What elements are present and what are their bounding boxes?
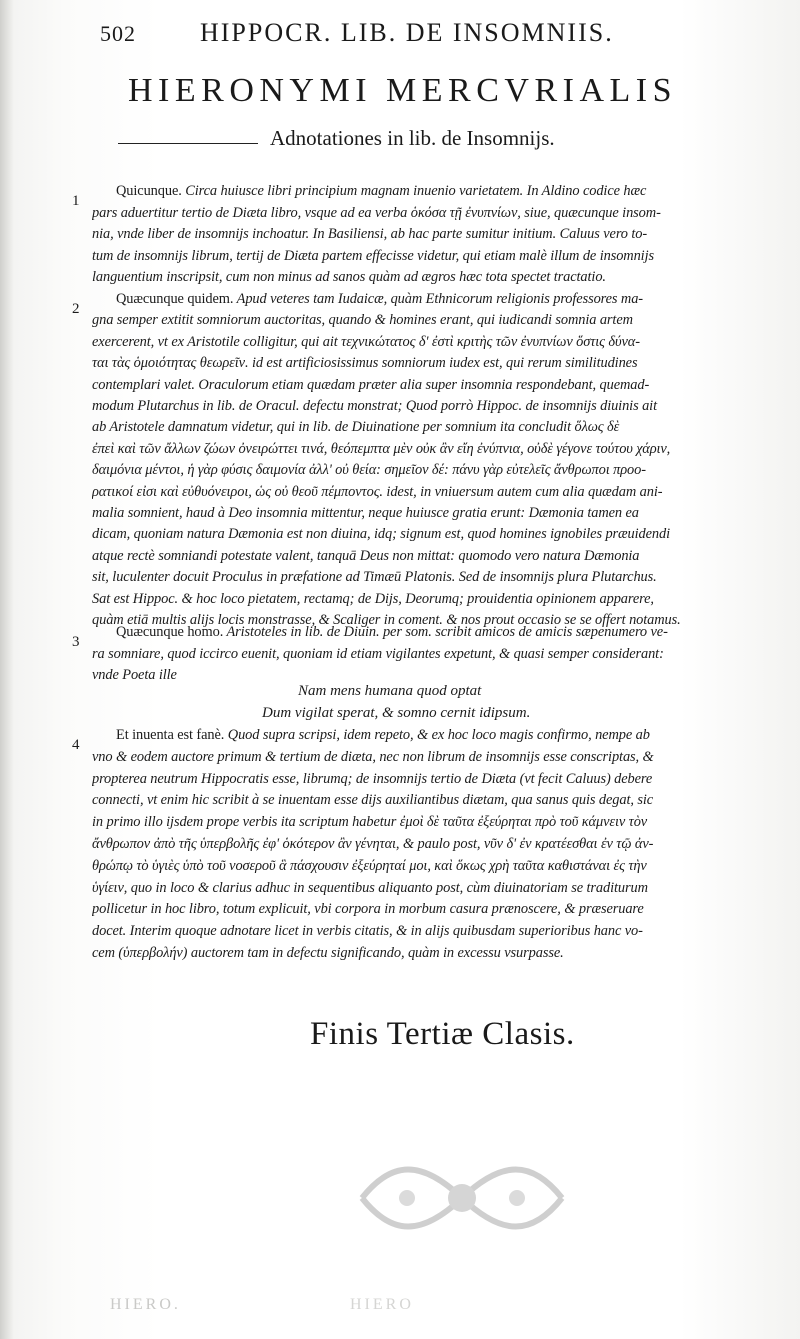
note-text: exercerent, vt ex Aristotile colligitur, qui ait τεχνικώτατος δ' ἐστὶ κριτὴς τῶν ἐνυπνίων ὅστις δύνα- xyxy=(92,333,640,350)
note-line xyxy=(92,880,774,897)
note-text: contemplari valet. Oraculorum etiam quædam præter alia super insomnia respondebant, quemad- xyxy=(92,376,650,393)
note-text: ὑγίειν, quo in loco & clarius adhuc in sequentibus aliquanto post, cùm diuinatoriam se traditurum xyxy=(92,879,648,896)
note-text: ἄνθρωπον ἀπὸ τῆς ὑπερβολῆς ἐφ' ὁκότερον ἂν γένηται, & paulo post, νῦν δ' ἐν κρατέεσθαι ἐν τῷ ἀν- xyxy=(92,836,654,852)
note-line xyxy=(92,526,774,543)
note-line xyxy=(92,836,774,853)
note-number: 3 xyxy=(72,634,80,650)
page-edge-shadow xyxy=(0,0,14,1339)
running-header xyxy=(100,18,740,48)
note-text: δαιμόνια μέντοι, ἡ γὰρ φύσις δαιμονία ἀλλ' οὐ θεία: σημεῖον δέ: πάνυ γὰρ εὐτελεῖς ἄνθρωποι προο- xyxy=(92,462,646,479)
note-line xyxy=(92,484,774,501)
note-line xyxy=(92,858,774,875)
note-text: Sat est Hippoc. & hoc loco pietatem, rectamq; de Dijs, Deorumq; prouidentia opinionem apparere, xyxy=(92,590,654,607)
heading-rule xyxy=(118,143,258,144)
note-text: docet. Interim quoque adnotare licet in verbis citatis, & in alijs quibusdam superioribus hanc vo- xyxy=(92,923,643,940)
note-line xyxy=(92,462,774,479)
note-text: pars aduertitur tertio de Diæta libro, vsque ad ea verba ὁκόσα τῇ ἐνυπνίων, siue, quæcunque insom- xyxy=(92,204,661,221)
note-line xyxy=(116,624,798,641)
note-text: Aristoteles in lib. de Diuin. per som. scribit amicos de amicis sæpenumero ve- xyxy=(223,624,668,640)
note-line xyxy=(92,548,774,565)
note-line xyxy=(92,377,774,394)
note-line xyxy=(92,569,774,586)
note-line xyxy=(92,591,774,608)
note-lemma: Quicunque. xyxy=(116,183,182,199)
note-lemma: Quæcunque quidem. xyxy=(116,291,234,307)
note-text: Circa huiusce libri principium magnam inuenio varietatem. In Aldino codice hæc xyxy=(181,183,647,199)
verse-line-1: Nam mens humana quod optat xyxy=(298,683,482,699)
note-line xyxy=(92,667,774,684)
note-line xyxy=(92,441,774,458)
note-line xyxy=(92,923,774,940)
note-line xyxy=(116,727,798,744)
note-text: malia somnient, haud à Deo insomnia mittentur, neque huiusce gratia erunt: Dæmonia tamen ea xyxy=(92,505,639,521)
footer-bleed-through-left: HIERO. xyxy=(110,1296,181,1313)
note-number: 2 xyxy=(72,301,80,317)
note-line xyxy=(92,355,774,372)
note-text: ρατικοί εἰσι καὶ εὐθυόνειροι, ὡς οὐ θεοῦ πέμποντος. idest, in vniuersum autem cum alia quædam ani- xyxy=(92,483,663,500)
note-line xyxy=(92,398,774,415)
note-text: in primo illo ijsdem prope verbis ita scriptum habetur ἐμοὶ δὲ ταῦτα ἐξεύρηται πρὸ τοῦ κάμνειν τὸν xyxy=(92,814,648,831)
footer-bleed-through-mid: HIERO xyxy=(350,1296,414,1313)
note-text: atque rectè somniandi potestate valent, tanquā Deus non mittat: quomodo vero natura Dæmonia xyxy=(92,547,640,564)
note-line xyxy=(92,749,774,766)
note-text: ab Aristotele damnatum videtur, qui in lib. de Diuinatione per somnium ita concludit ὅλως δὲ xyxy=(92,419,620,436)
note-line xyxy=(92,646,774,663)
section-subheading: Adnotationes in lib. de Insomnijs. xyxy=(270,126,555,150)
note-line xyxy=(116,291,798,308)
page-number: 502 xyxy=(100,21,136,46)
tailpiece-ornament xyxy=(352,1150,572,1246)
note-text: vnde Poeta ille xyxy=(92,667,177,684)
note-text: dicam, quoniam natura Dæmonia est non diuina, idq; signum est, quod homines ignobiles præuidendi xyxy=(92,526,671,543)
note-line xyxy=(92,419,774,436)
note-text: pollicetur in hoc libro, totum explicuit, vbi corpora in morbum casura prænoscere, & præseruare xyxy=(92,901,644,918)
note-line xyxy=(92,334,774,351)
note-text: quàm etiā multis alijs locis monstrasse, & Scaliger in coment. & nos prout occasio se se offert notamus. xyxy=(92,612,681,628)
note-text: connecti, vt enim hic scribit à se inuentam esse dijs auxiliantibus diætam, qua sanus quis degat, sic xyxy=(92,792,654,809)
note-line xyxy=(92,505,774,522)
note-text: nia, vnde liber de insomnijs inchoatur. In Basiliensi, ab hac parte sumitur initium. Caluus vero to- xyxy=(92,226,648,242)
finis-colophon: Finis Tertiæ Clasis. xyxy=(310,1016,575,1052)
note-text: sit, luculenter docuit Proculus in præfatione ad Timæū Platonis. Sed de insomnijs plura Plutarchus. xyxy=(92,569,657,586)
note-line xyxy=(92,792,774,809)
note-text: ra somniare, quod iccirco euenit, quoniam id etiam vigilantes expetunt, & quasi semper considerant: xyxy=(92,645,664,662)
note-line xyxy=(92,771,774,788)
note-text: vno & eodem auctore primum & tertium de diæta, nec non librum de insomnijs esse conscriptas, & xyxy=(92,748,654,765)
note-text: propterea neutrum Hippocratis esse, librumq; de insomnijs tertio de Diæta (vt fecit Caluus) debere xyxy=(92,770,653,787)
note-text: ται τὰς ὁμοιότητας θεωρεῖν. id est artificiosissimus somniorum iudex est, qui rerum similitudines xyxy=(92,355,638,372)
note-text: Quod supra scripsi, idem repeto, & ex hoc loco magis confirmo, nempe ab xyxy=(224,727,650,743)
note-text: cem (ὑπερβολήν) auctorem tam in defectu significando, quàm in excessu vsurpasse. xyxy=(92,945,564,961)
note-lemma: Quæcunque homo. xyxy=(116,624,224,640)
note-text: θρώπῳ τὸ ὑγιὲς ὑπὸ τοῦ νοσεροῦ ἃ πάσχουσιν ἐξεύρηταί μοι, καὶ ὅκως χρὴ ταῦτα καθιστάναι ἐς τὴν xyxy=(92,857,647,874)
running-title: HIPPOCR. LIB. DE INSOMNIIS. xyxy=(200,18,614,47)
author-heading: HIERONYMI MERCVRIALIS xyxy=(128,72,677,109)
note-line xyxy=(92,901,774,918)
note-text: gna semper extitit somniorum auctoritas, quando & homines erant, qui iudicandi somnia artem xyxy=(92,312,633,329)
note-line xyxy=(92,312,774,329)
note-line xyxy=(92,945,774,962)
note-line xyxy=(92,248,774,265)
note-line xyxy=(92,269,774,286)
verse-line-2: Dum vigilat sperat, & somno cernit idipsum. xyxy=(262,705,531,721)
note-text: tum de insomnijs librum, tertij de Diæta partem effecisse videtur, qui etiam malè illum de insomnijs xyxy=(92,247,654,264)
note-number: 4 xyxy=(72,737,80,753)
note-text: languentium inscripsit, cum non minus ad sanos quàm ad ægros hæc tota spectet tractatio. xyxy=(92,269,606,285)
note-lemma: Et inuenta est fanè. xyxy=(116,727,225,743)
note-text: Apud veteres tam Iudaicæ, quàm Ethnicorum religionis professores ma- xyxy=(233,291,643,307)
note-line xyxy=(92,205,774,222)
note-line xyxy=(116,183,798,200)
note-line xyxy=(92,814,774,831)
note-text: ἐπεὶ καὶ τῶν ἄλλων ζώων ὀνειρώττει τινά, θεόπεμπτα μὲν οὐκ ἂν εἴη ἐνύπνια, οὐδὲ γέγονε τούτου χάριν, xyxy=(92,440,671,457)
note-line xyxy=(92,226,774,243)
note-number: 1 xyxy=(72,193,80,209)
note-text: modum Plutarchus in lib. de Oracul. defectu monstrat; Quod porrò Hippoc. de insomnijs diuinis ait xyxy=(92,398,657,414)
